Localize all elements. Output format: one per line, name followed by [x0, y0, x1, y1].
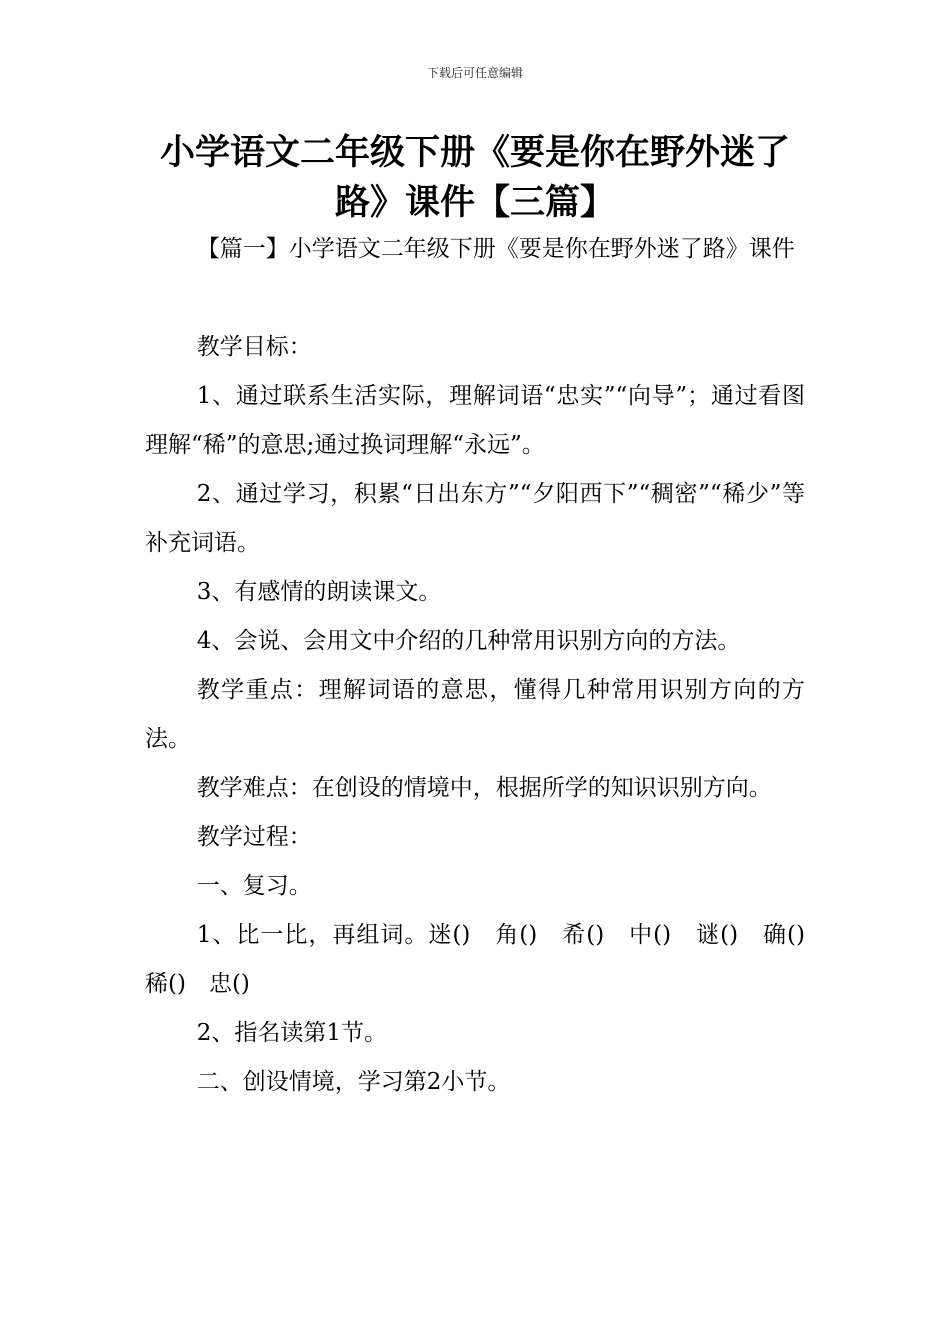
blank-line [145, 274, 805, 323]
paragraph: 1、通过联系生活实际，理解词语“忠实”“向导”；通过看图理解“稀”的意思;通过换词理解“永远”。 [145, 383, 805, 458]
paragraph: 2、指名读第1节。 [196, 1020, 388, 1046]
paragraph: 4、会说、会用文中介绍的几种常用识别方向的方法。 [196, 628, 741, 654]
header-note: 下载后可任意编辑 [426, 66, 523, 80]
paragraph: 2、通过学习，积累“日出东方”“夕阳西下”“稠密”“稀少”等补充词语。 [145, 481, 805, 556]
paragraph: 教学难点：在创设的情境中，根据所学的知识识别方向。 [196, 775, 772, 801]
paragraph: 教学重点：理解词语的意思，懂得几种常用识别方向的方法。 [145, 677, 805, 752]
paragraph: 1、比一比，再组词。迷() 角() 希() 中() 谜() 确() 稀() 忠() [145, 922, 828, 997]
document-body [145, 225, 828, 1107]
paragraph: 教学目标： [196, 334, 312, 360]
paragraph: 一、复习。 [196, 873, 312, 899]
paragraph: 3、有感情的朗读课文。 [196, 579, 442, 605]
section-heading: 【篇一】小学语文二年级下册《要是你在野外迷了路》课件 [196, 236, 795, 262]
document-title: 小学语文二年级下册《要是你在野外迷了路》课件【三篇】 [159, 133, 790, 223]
paragraph: 教学过程： [196, 824, 312, 850]
paragraph: 二、创设情境，学习第2小节。 [196, 1069, 511, 1095]
